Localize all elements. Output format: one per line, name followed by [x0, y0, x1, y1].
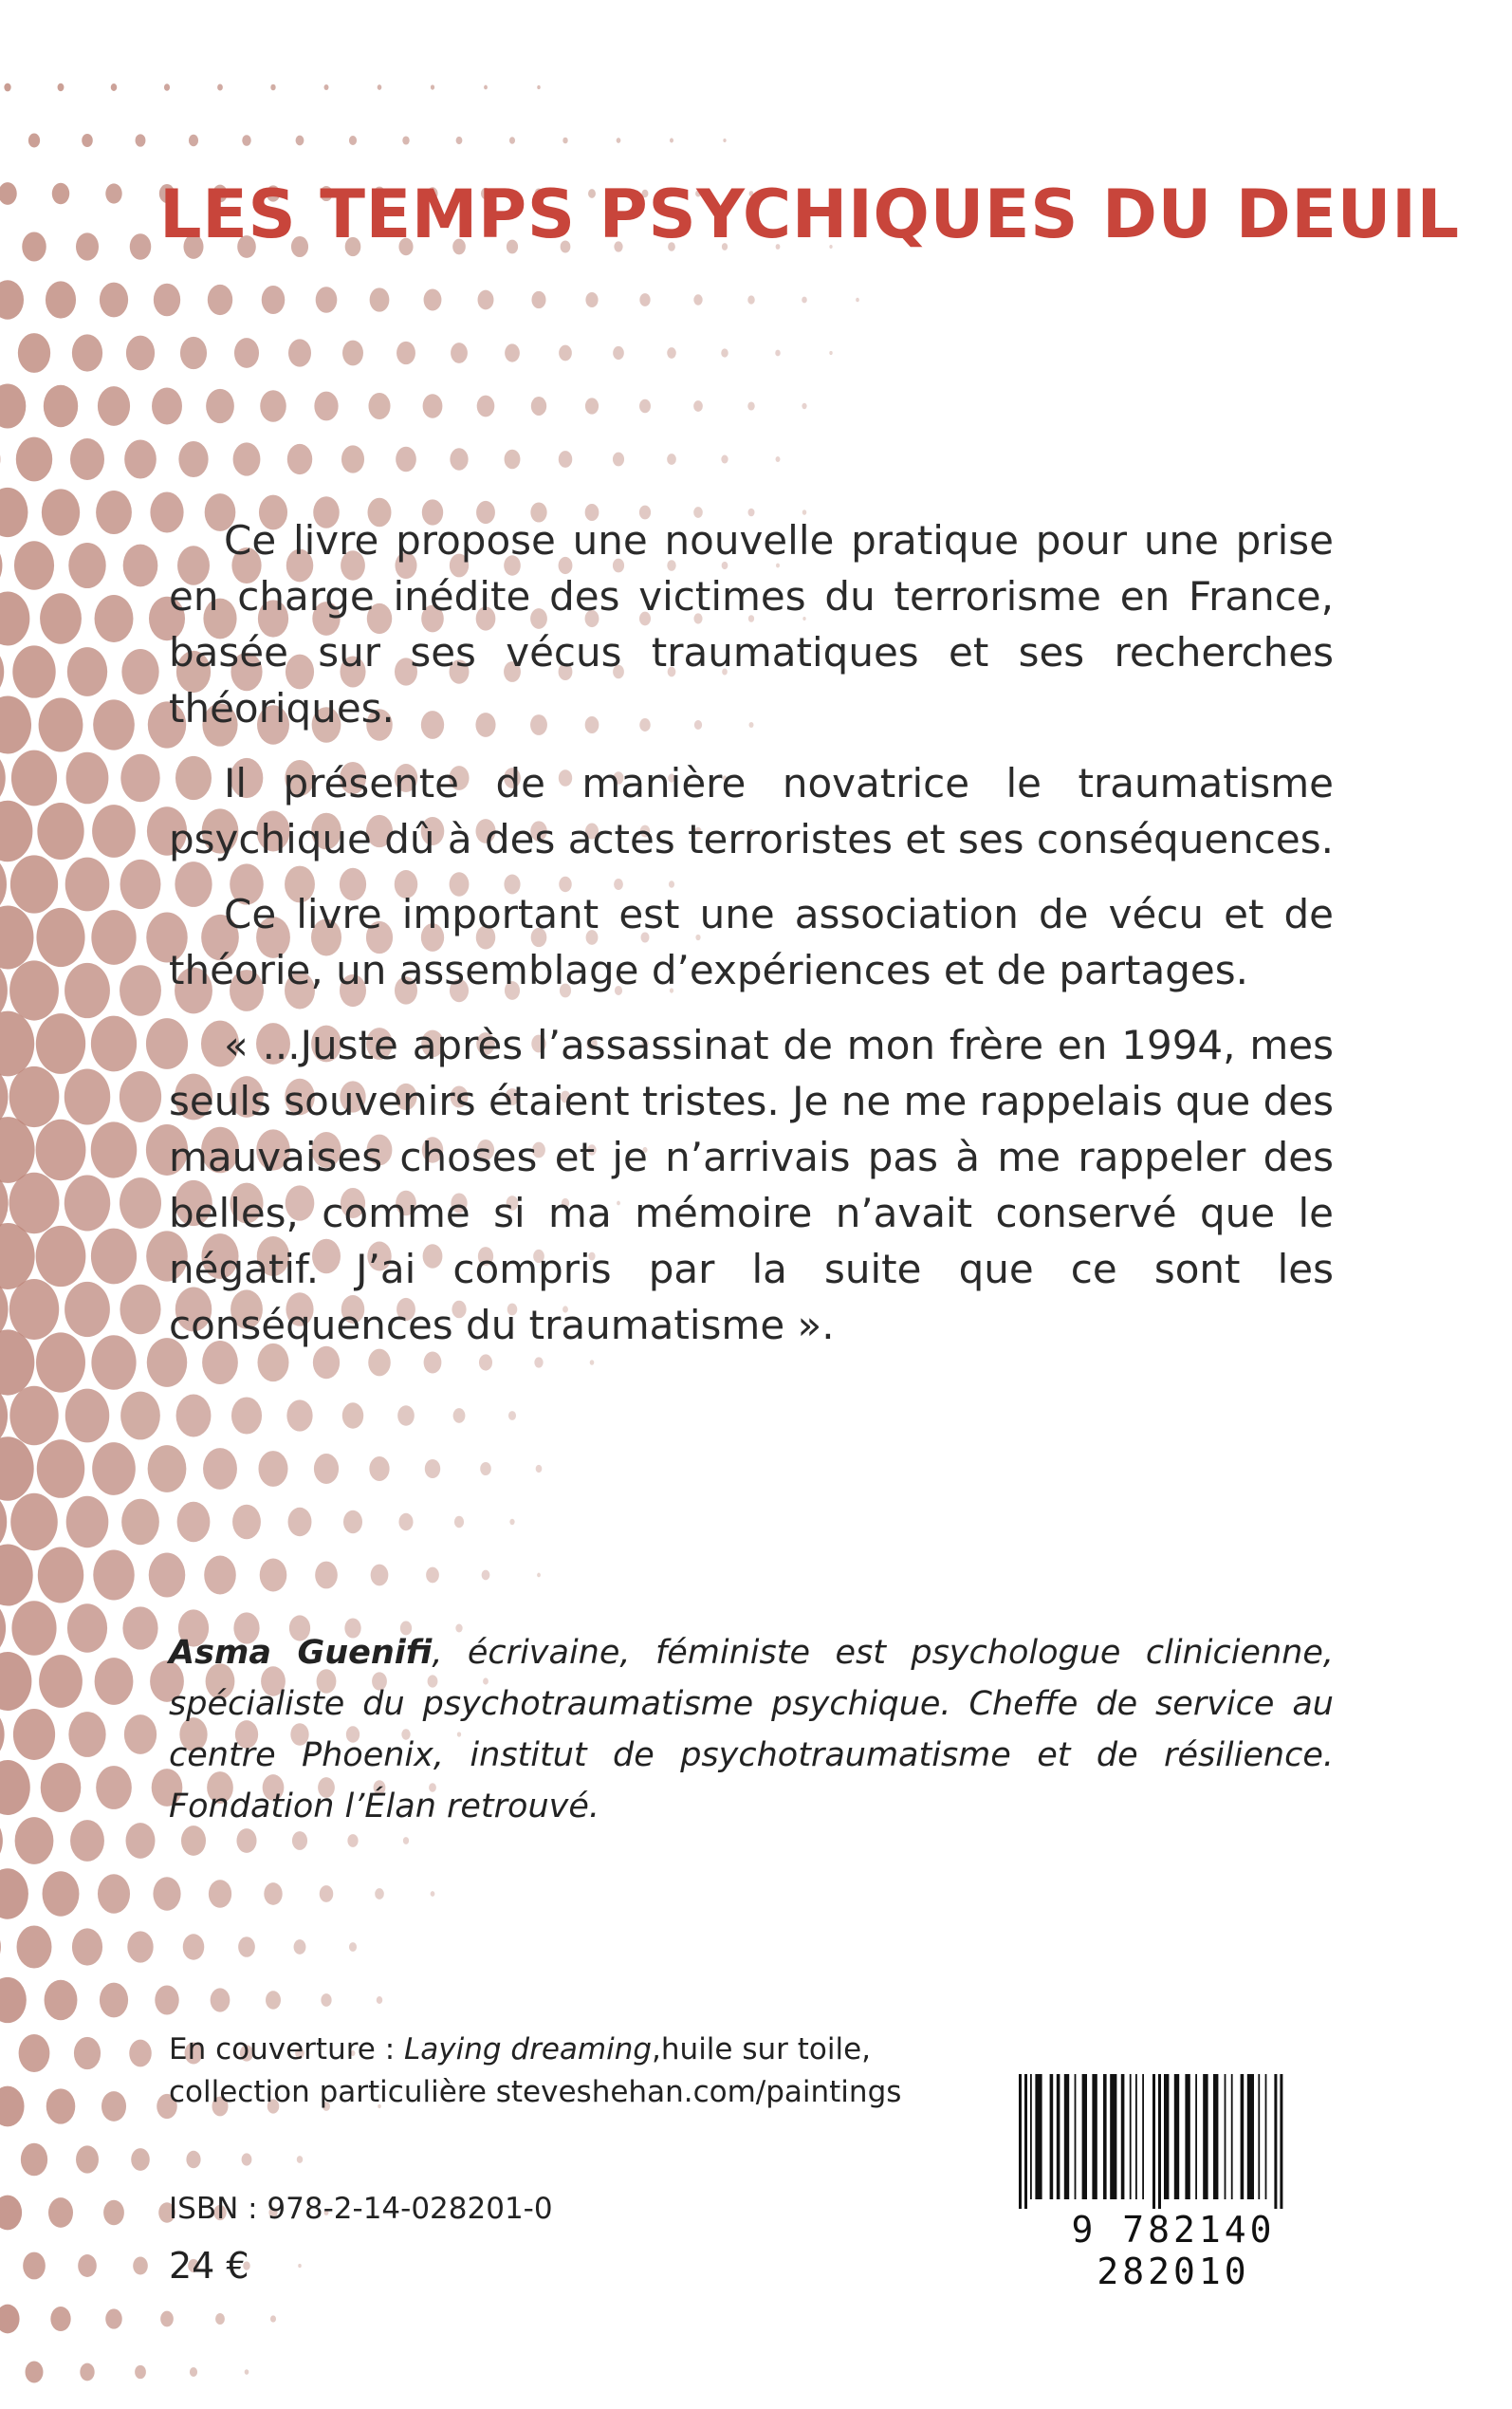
barcode-bar	[1035, 2074, 1042, 2199]
barcode-bar	[1280, 2074, 1282, 2209]
barcode-bar	[1241, 2074, 1245, 2199]
barcode-bar	[1225, 2074, 1226, 2199]
barcode-bar	[1258, 2074, 1260, 2199]
blurb	[169, 512, 1334, 1372]
barcode-bar	[1092, 2074, 1097, 2199]
blurb-paragraph-3: Ce livre important est une association de vécu et de théorie, un assemblage d’expériences et de partages.	[169, 891, 1334, 993]
barcode-bar	[1030, 2074, 1032, 2199]
barcode-bar	[1121, 2074, 1125, 2199]
barcode-bar	[1050, 2074, 1054, 2199]
barcode-bar	[1247, 2074, 1254, 2199]
barcode-bar	[1064, 2074, 1069, 2199]
cover-credit	[169, 2029, 901, 2114]
cover-artwork-title: Laying dreaming	[404, 2032, 653, 2066]
cover-credit-suffix: ,huile sur toile,	[652, 2032, 872, 2066]
barcode-digits: 9 782140 282010	[1071, 2209, 1276, 2292]
author-bio	[169, 1627, 1334, 1832]
barcode-bar	[1164, 2074, 1169, 2199]
author-name: Asma Guenifi	[169, 1634, 433, 1672]
barcode	[998, 2066, 1349, 2292]
barcode-bar	[1158, 2074, 1161, 2209]
barcode-bar	[1231, 2074, 1233, 2199]
barcode-bar	[1103, 2074, 1107, 2199]
barcode-bar	[1185, 2074, 1189, 2199]
author-bio-text: , écrivaine, féministe est psychologue clinicienne, spécialiste du psychotraumatisme psychique. Cheffe de service au centre Phoenix, institut de psychotraumatisme et de résilience. Fondation l’Élan retrouvé.	[169, 1634, 1334, 1825]
price: 24 €	[169, 2245, 249, 2287]
barcode-bar	[1265, 2074, 1267, 2199]
barcode-bar	[1213, 2074, 1218, 2199]
cover-credit-line-2: collection particulière steveshehan.com/paintings	[169, 2075, 902, 2109]
blurb-quote: « ...Juste après l’assassinat de mon frère en 1994, mes seuls souvenirs étaient tristes. Je ne me rappelais que des mauvaises choses et je n’arrivais pas à me rappeler des belles, comme si ma mémoire n’avait conservé que le négatif. J’ai compris par la suite que ce sont les conséquences du traumatisme ».	[169, 1022, 1334, 1348]
barcode-bar	[1019, 2074, 1022, 2209]
blurb-paragraph-1: Ce livre propose une nouvelle pratique pour une prise en charge inédite des victimes du terrorisme en France, basée sur ses vécus traumatiques et ses recherches théoriques.	[169, 517, 1334, 732]
barcode-bar	[1274, 2074, 1277, 2209]
cover-credit-prefix: En couverture :	[169, 2032, 404, 2066]
blurb-paragraph-2: Il présente de manière novatrice le traumatisme psychique dû à des actes terroristes et ses conséquences.	[169, 760, 1334, 862]
isbn: ISBN : 978-2-14-028201-0	[169, 2192, 553, 2226]
barcode-bar	[1142, 2074, 1144, 2199]
book-title: LES TEMPS PSYCHIQUES DU DEUIL	[159, 176, 1460, 253]
barcode-bar	[1135, 2074, 1137, 2199]
barcode-bar	[1082, 2074, 1087, 2199]
barcode-bar	[1174, 2074, 1179, 2199]
barcode-bar	[1057, 2074, 1060, 2199]
barcode-bar	[1195, 2074, 1197, 2199]
barcode-bars	[1019, 2074, 1328, 2209]
barcode-bar	[1152, 2074, 1155, 2209]
barcode-bar	[1110, 2074, 1116, 2199]
barcode-bar	[1203, 2074, 1208, 2199]
barcode-bar	[1130, 2074, 1132, 2199]
barcode-bar	[1075, 2074, 1077, 2199]
barcode-bar	[1024, 2074, 1027, 2209]
cover-credit-line-1	[169, 2029, 901, 2071]
